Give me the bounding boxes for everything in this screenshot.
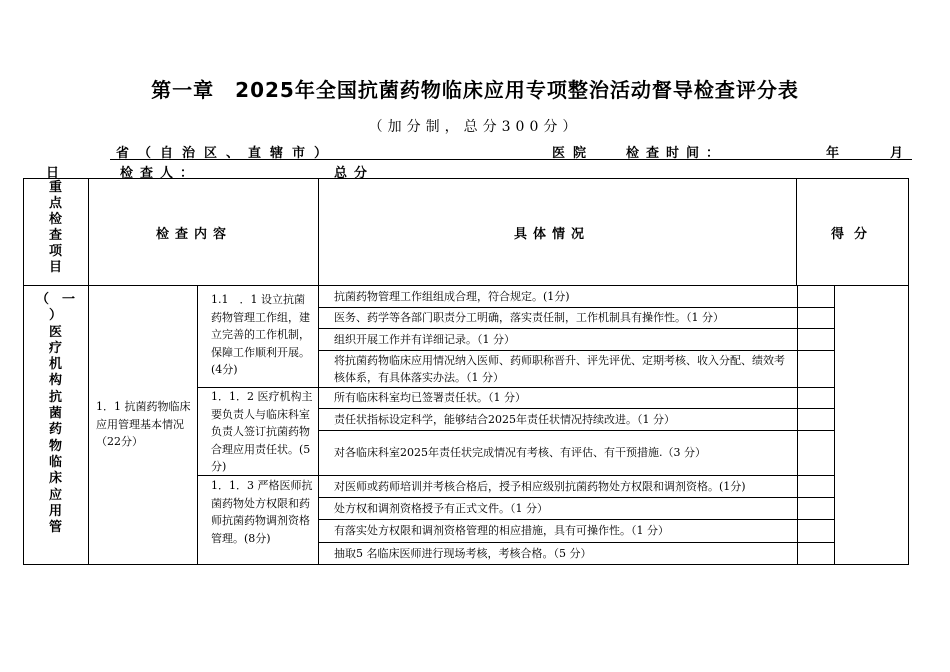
hospital-label: 医院 <box>552 146 595 161</box>
header-underline-1 <box>110 159 912 160</box>
detail-row: 组织开展工作并有详细记录。（1 分） <box>334 333 515 346</box>
row-divider <box>318 307 834 308</box>
score-col-right <box>834 285 835 565</box>
sub-item-1-1-1: 1.1 ．1 设立抗菌药物管理工作组，建立完善的工作机制，保障工作顺利开展。(4分) <box>211 293 310 376</box>
check-content-header: 检查内容 <box>156 227 233 242</box>
row-divider <box>318 497 834 498</box>
inspector-label: 检查人： <box>120 166 201 181</box>
sub-item-1-1-2: 1．1．2 医疗机构主要负责人与临床科室负责人签订抗菌药物合理应用责任状。(5分) <box>211 390 313 473</box>
sub-item-1-1-3: 1．1．3 严格医师抗菌药物处方权限和药师抗菌药物调剂资格管理。(8分) <box>211 479 313 545</box>
check-item-1-1: 1．1 抗菌药物临床应用管理基本情况（22分） <box>96 400 191 448</box>
score-header: 得分 <box>831 227 878 242</box>
inspect-time-label: 检查时间： <box>626 146 727 161</box>
detail-row: 将抗菌药物临床应用情况纳入医师、药师职称晋升、评先评优、定期考核、收入分配、绩效考核体系，有具体落实办法。（1 分） <box>334 354 785 384</box>
details-header: 具体情况 <box>514 227 591 242</box>
detail-row: 医务、药学等各部门职责分工明确，落实责任制，工作机制具有操作性。（1 分） <box>334 311 724 324</box>
row-divider <box>318 542 834 543</box>
year-label: 年 <box>826 146 840 161</box>
month-label: 月 <box>890 146 904 161</box>
detail-row: 责任状指标设定科学，能够结合2025年责任状情况持续改进。（1 分） <box>334 413 675 426</box>
total-score-label: 总分 <box>334 166 375 181</box>
detail-row: 有落实处方权限和调剂资格管理的相应措施，具有可操作性。（1 分） <box>334 524 669 537</box>
day-label: 日 <box>46 166 60 181</box>
row-divider <box>318 328 834 329</box>
detail-row: 对医师或药师培训并考核合格后，授予相应级别抗菌药物处方权限和调剂资格。(1分) <box>334 480 746 493</box>
section-title: （ 一 ） 医 疗 机 构 抗 菌 药 物 临 床 应 用 管 <box>35 292 76 536</box>
detail-row: 抽取5 名临床医师进行现场考核，考核合格。（5 分） <box>334 547 592 560</box>
detail-row: 对各临床科室2025年责任状完成情况有考核、有评估、有干预措施.（3 分） <box>334 446 706 459</box>
row-divider <box>318 475 834 476</box>
score-col-left <box>797 285 798 565</box>
row-divider <box>318 408 834 409</box>
detail-row: 抗菌药物管理工作组组成合理，符合规定。(1分) <box>334 290 570 303</box>
col-divider-4 <box>796 178 797 286</box>
row-divider <box>318 430 834 431</box>
page-title: 第一章 2025年全国抗菌药物临床应用专项整治活动督导检查评分表 <box>151 78 799 102</box>
key-item-header: 重 点 检 查 项 目 <box>48 180 62 275</box>
row-divider <box>318 387 834 388</box>
row-divider <box>318 350 834 351</box>
row-divider <box>318 519 834 520</box>
page-subtitle: （加分制，总分300分） <box>368 119 582 135</box>
col-divider-2 <box>197 285 198 565</box>
detail-row: 所有临床科室均已签署责任状。（1 分） <box>334 391 526 404</box>
province-label: 省（自治区、直辖市） <box>116 146 337 161</box>
detail-row: 处方权和调剂资格授予有正式文件。（1 分） <box>334 502 548 515</box>
